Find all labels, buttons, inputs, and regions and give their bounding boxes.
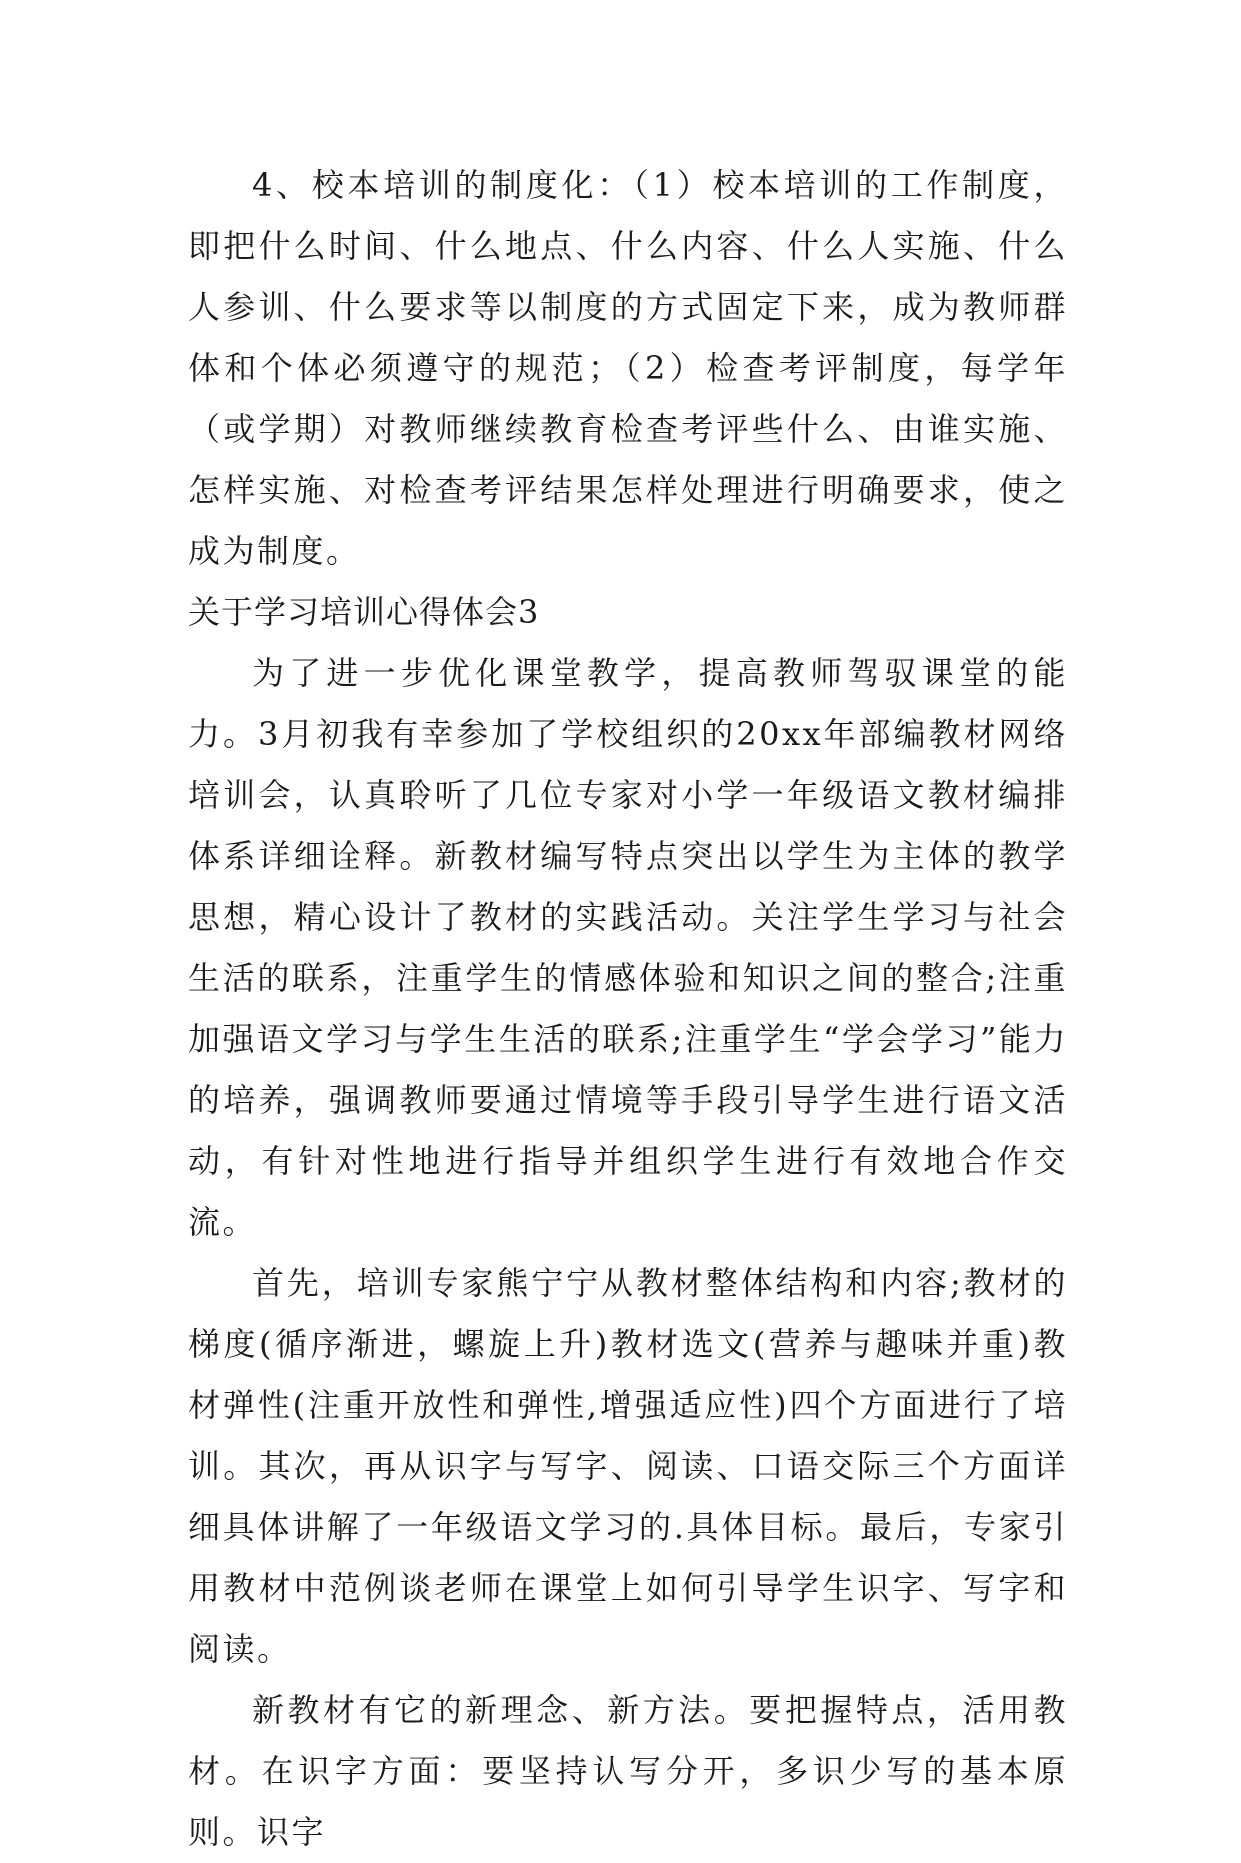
paragraph-training-content: 首先，培训专家熊宁宁从教材整体结构和内容;教材的梯度(循序渐进，螺旋上升)教材选文(营养与趣味并重)教材弹性(注重开放性和弹性,增强适应性)四个方面进行了培训。其次，再从识字与写字、阅读、口语交际三个方面详细具体讲解了一年级语文学习的.具体目标。最后，专家引用教材中范例谈老师在课堂上如何引导学生识字、写字和阅读。: [188, 1264, 1068, 1668]
paragraph-new-textbook: 新教材有它的新理念、新方法。要把握特点，活用教材。在识字方面：要坚持认写分开，多识少写的基本原则。识字: [188, 1691, 1068, 1851]
section-heading: 关于学习培训心得体会3: [188, 593, 540, 631]
paragraph-training-intro: 为了进一步优化课堂教学，提高教师驾驭课堂的能力。3月初我有幸参加了学校组织的20xx年部编教材网络培训会，认真聆听了几位专家对小学一年级语文教材编排体系详细诠释。新教材编写特点突出以学生为主体的教学思想，精心设计了教材的实践活动。关注学生学习与社会生活的联系，注重学生的情感体验和知识之间的整合;注重加强语文学习与学生生活的联系;注重学生“学会学习”能力的培养，强调教师要通过情境等手段引导学生进行语文活动，有针对性地进行指导并组织学生进行有效地合作交流。: [188, 654, 1068, 1241]
paragraph-training-institutionalization: 4、校本培训的制度化：（1）校本培训的工作制度，即把什么时间、什么地点、什么内容、什么人实施、什么人参训、什么要求等以制度的方式固定下来，成为教师群体和个体必须遵守的规范；（2）检查考评制度，每学年（或学期）对教师继续教育检查考评些什么、由谁实施、怎样实施、对检查考评结果怎样处理进行明确要求，使之成为制度。: [188, 166, 1068, 570]
document-body: [188, 155, 1068, 1863]
